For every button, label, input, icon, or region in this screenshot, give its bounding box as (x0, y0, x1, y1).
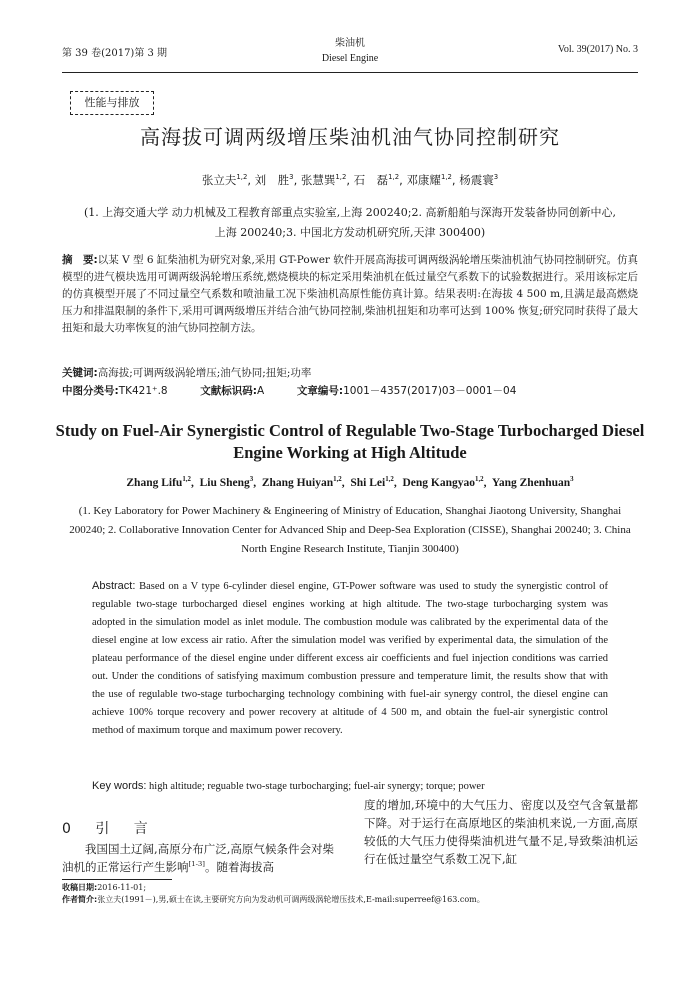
header-volume: Vol. 39(2017) No. 3 (557, 44, 638, 55)
header-divider (62, 72, 638, 73)
author-cn: 邓康耀$^{1,2}$ (406, 173, 452, 187)
author-cn: 张慧巽$^{1,2}$ (300, 173, 347, 187)
paper-title-cn: 高海拔可调两级增压柴油机油气协同控制研究 (140, 125, 560, 149)
author-cn: 刘 胜$^3$ (254, 173, 294, 187)
author-en: Shi Lei$^{1,2}$ (350, 476, 394, 489)
affiliation-cn: (1. 上海交通大学 动力机械及工程教育部重点实验室,上海 200240;2. 高新船舶与深海开发装备协同创新中心,上海 200240;3. 中国北方发动机研究所,天津 300400) (84, 206, 616, 239)
classification-cn (62, 383, 638, 398)
author-en: Deng Kangyao$^{1,2}$ (402, 476, 484, 489)
footnote-divider (62, 879, 172, 880)
keywords-cn-text: 高海拔;可调两级涡轮增压;油气协同;扭矩;功率 (97, 367, 312, 379)
author-en: Zhang Lifu$^{1,2}$ (126, 476, 191, 489)
intro-right-column: 度的增加,环境中的大气压力、密度以及空气含氧量都下降。对于运行在高原地区的柴油机来说,一方面,高原较低的大气压力使得柴油机进气量不足,导致柴油机运行在低过量空气系数工况下,缸 (364, 798, 638, 866)
footnote (62, 882, 638, 906)
journal-name-en: Diesel Engine (321, 53, 379, 64)
article-number-value: 1001－4357(2017)03－0001－04 (343, 385, 517, 397)
intro-left-column (62, 840, 334, 876)
paper-title-en: Study on Fuel-Air Synergistic Control of Regulable Two-Stage Turbocharged Diesel Engine Working at High Altitude (55, 421, 645, 462)
author-cn: 张立夫$^{1,2}$ (201, 173, 248, 187)
section-tag: 性能与排放 (70, 91, 154, 115)
keywords-cn-label: 关键词: (62, 367, 98, 379)
author-cn: 石 磊$^{1,2}$ (353, 173, 400, 187)
authors-en: Zhang Lifu$^{1,2}$, Liu Sheng$^3$, Zhang Huiyan$^{1,2}$, Shi Lei$^{1,2}$, Deng Kangyao$^{1,2}$, Yang Zhenhuan$^3$ (126, 476, 574, 489)
keywords-en-label: Key words: (92, 780, 147, 792)
abstract-en (92, 577, 608, 740)
clc-label: 中图分类号: (62, 385, 119, 397)
abstract-cn-label: 摘 要: (62, 254, 98, 266)
abstract-en-label: Abstract: (92, 580, 136, 592)
keywords-cn (62, 365, 638, 380)
author-en: Yang Zhenhuan$^3$ (491, 476, 574, 489)
abstract-en-text: Based on a V type 6-cylinder diesel engine, GT-Power software was used to study the synergistic control of regulable two-stage turbocharged diesel engines working at high altitude. The two-stage turbocharging system was adopted in the simulation model as inlet module. The combustion module was calibrated by the experimental data of the diesel engine at low excess air ratio. After the simulation model was verified by experimental data, the simulation of the plateau performance of the diesel engine under different excess air coefficients and fuel injection conditions was carried out. Under the conditions of satisfying maximum combustion pressure and temperature limit, the results show that with the use of regulable two-stage turbocharging technology combining with fuel-air synergy control, the diesel engine can achieve 100% torque recovery and power recovery at altitude of 4 500 m, and obtain the fuel-air synergistic control method of maximum torque and maximum power recovery. (92, 581, 609, 736)
footnote-received: 收稿日期:2016-11-01; (62, 883, 147, 892)
header-issue: 第 39 卷(2017)第 3 期 (62, 48, 168, 59)
author-en: Liu Sheng$^3$ (199, 476, 254, 489)
clc-value: TK421⁺.8 (118, 385, 168, 397)
article-number-label: 文章编号: (296, 385, 344, 397)
intro-left-text: 我国国土辽阔,高原分布广泛,高原气候条件会对柴油机的正常运行产生影响 (62, 842, 334, 874)
intro-left-tail: 。随着海拔高 (204, 860, 274, 874)
affiliation-en: (1. Key Laboratory for Power Machinery & Engineering of Ministry of Education, Shanghai Jiaotong University, Shanghai 200240; 2. Collaborative Innovation Center for Advanced Ship and Deep-Sea Exploration (CISSE), Shanghai 200240; 3. China North Engine Research Institute, Tianjin 300400) (69, 505, 631, 555)
citation[interactable]: [1-3] (188, 860, 205, 869)
keywords-en (92, 780, 608, 792)
abstract-cn-text: 以某 V 型 6 缸柴油机为研究对象,采用 GT-Power 软件开展高海拔可调两级涡轮增压柴油机油气协同控制研究。仿真模型的进气模块选用可调两级涡轮增压系统,燃烧模块的标定采用柴油机在低过量空气系数下的试验数据进行。采用该标定后的仿真模型开展了不同过量空气系数和喷油量工况下柴油机高原性能仿真计算。结果表明:在海拔 4 500 m,且满足最高燃烧压力和排温限制的条件下,采用可调两级增压并结合油气协同控制,柴油机扭矩和功率可达到 100% 恢复;研究同时获得了最大扭矩和最大功率恢复的油气协同控制方法。 (62, 254, 638, 334)
author-en: Zhang Huiyan$^{1,2}$ (261, 476, 342, 489)
section-heading-intro: 0 引 言 (62, 821, 158, 837)
abstract-cn (62, 252, 638, 337)
keywords-en-text: high altitude; reguable two-stage turbocharging; fuel-air synergy; torque; power (149, 781, 485, 792)
doc-code-value: A (257, 385, 265, 397)
authors-cn: 张立夫$^{1,2}$, 刘 胜$^3$, 张慧巽$^{1,2}$, 石 磊$^{1,2}$, 邓康耀$^{1,2}$, 杨震寰$^3$ (201, 173, 499, 187)
footnote-author: 作者简介:张立夫(1991－),男,硕士在读,主要研究方向为发动机可调两级涡轮增压技术,E-mail:superreef@163.com。 (62, 895, 485, 904)
journal-name-cn: 柴油机 (335, 38, 365, 49)
doc-code-label: 文献标识码: (200, 385, 257, 397)
author-cn: 杨震寰$^3$ (459, 173, 499, 187)
